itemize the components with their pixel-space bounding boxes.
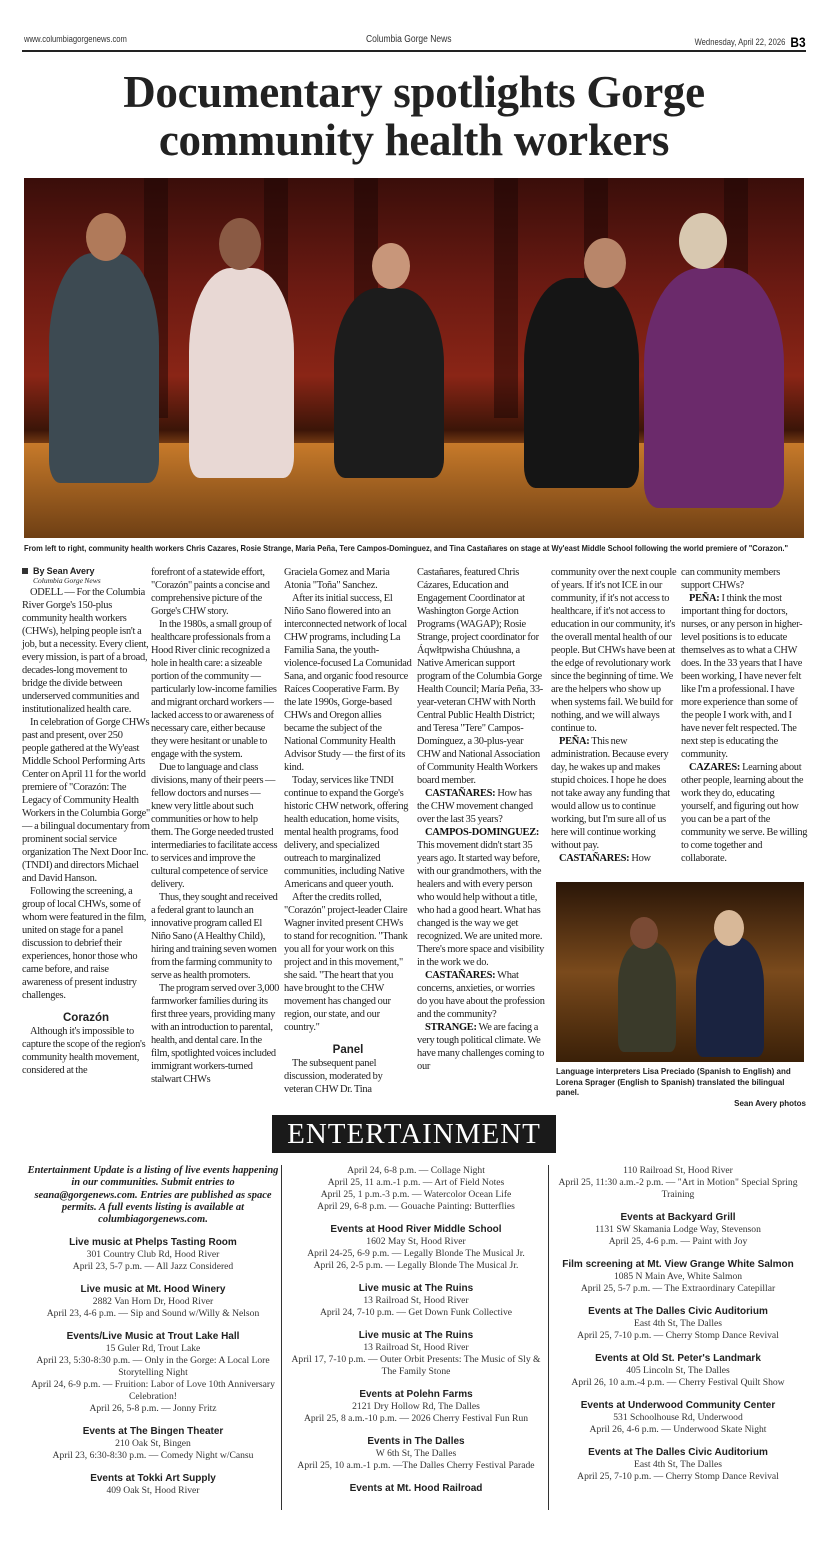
listing-column bbox=[553, 1165, 803, 1493]
venue-name: Live music at The Ruins bbox=[358, 1330, 474, 1341]
event-listing bbox=[26, 1472, 280, 1497]
venue-address: 13 Railroad St, Hood River bbox=[363, 1295, 469, 1306]
event-listing bbox=[26, 1425, 280, 1462]
caption-text: Language interpreters Lisa Preciado (Spanish to English) and Lorena Sprager (English to Spanish) translated the bilingual panel. bbox=[556, 1067, 791, 1097]
article-column bbox=[551, 566, 679, 865]
paragraph-text: can community members support CHWs? bbox=[681, 567, 780, 591]
event-listing bbox=[288, 1388, 544, 1425]
entertainment-intro: Entertainment Update is a listing of live events happening in our communities. Submit entries to seana@gorgenews.com. Entries are published as space permits. A full events listing is available at columbiagorgenews.com. bbox=[27, 1165, 279, 1226]
event-line: April 25, 8 a.m.-10 p.m. — 2026 Cherry Festival Fun Run bbox=[303, 1413, 529, 1424]
venue-address: 531 Schoolhouse Rd, Underwood bbox=[613, 1412, 743, 1423]
venue-name: Live music at Phelps Tasting Room bbox=[69, 1237, 237, 1249]
paragraph-text: This new administration. Because every day, he wakes up and makes stupid choices. I hope he does not take away any funding that would allow us to continue working, but I'm sure all of us here will continue working without pay. bbox=[551, 736, 670, 851]
paragraph bbox=[151, 761, 279, 891]
event-listing bbox=[553, 1258, 803, 1295]
event-line: April 24, 6-8 p.m. — Collage Night bbox=[347, 1165, 485, 1176]
paragraph-text: How bbox=[631, 853, 651, 864]
interpreters-photo bbox=[556, 882, 804, 1062]
event-listing bbox=[288, 1223, 544, 1272]
paragraph bbox=[284, 592, 412, 774]
paragraph-text: After the credits rolled, "Corazón" project-leader Claire Wagner invited present CHWs to stand for recognition. "Thank you all for your work on this project and in this movement," she said. "The heart that you have brought to the CHW movement has changed our region, our state, and our country." bbox=[284, 892, 408, 1033]
page-number: B3 bbox=[790, 34, 806, 50]
paragraph-text: I think the most important thing for doctors, nurses, or any person in higher-level positions is to educate themselves as to what a CHW does. In the 33 years that I have been working, I have never felt like I'm a professional. I have more experience than some of the people I work with, and I have never felt respected. The next step is educating the community. bbox=[681, 593, 803, 760]
speaker-label: CASTAÑARES: bbox=[425, 970, 496, 981]
header-rule bbox=[22, 50, 806, 52]
speaker-label: CAZARES: bbox=[689, 762, 741, 773]
paragraph bbox=[151, 566, 279, 618]
article-column bbox=[22, 566, 150, 1077]
venue-name: Events at Backyard Grill bbox=[620, 1212, 736, 1223]
venue-name: Events/Live Music at Trout Lake Hall bbox=[66, 1331, 240, 1343]
event-listing bbox=[553, 1305, 803, 1342]
byline-org: Columbia Gorge News bbox=[33, 576, 101, 585]
event-line: April 24, 6-9 p.m. — Fruition: Labor of Love 10th Anniversary Celebration! bbox=[31, 1379, 275, 1403]
headline: Documentary spotlights Gorge community health workers bbox=[123, 67, 705, 165]
event-listing bbox=[288, 1165, 544, 1213]
venue-name: Events at The Dalles Civic Auditorium bbox=[588, 1447, 768, 1458]
paragraph-text: After its initial success, El Niño Sano flowered into an interconnected network of local CHW programs, including La Familia Sana, the youth-violence-focused La Comunidad Sana, and organic food resource Raíces Cooperative Farm. By the late 1990s, Gorge-based CHWs and Oregon allies became the subject of the National Community Health Advisor Study — the first of its kind. bbox=[284, 593, 412, 773]
speaker-label: CASTAÑARES: bbox=[425, 788, 496, 799]
event-line: 110 Railroad St, Hood River bbox=[623, 1165, 733, 1176]
article-column bbox=[417, 566, 545, 1073]
event-line: April 25, 4-6 p.m. — Paint with Joy bbox=[608, 1236, 748, 1247]
venue-name: Events at Old St. Peter's Landmark bbox=[595, 1353, 761, 1364]
paragraph bbox=[551, 566, 679, 735]
venue-name: Events at Mt. Hood Railroad bbox=[349, 1483, 483, 1494]
speaker-label: CAMPOS-DOMINGUEZ: bbox=[425, 827, 540, 838]
paragraph-text: In the 1980s, a small group of healthcare professionals from a Hood River clinic recognized a hole in health care: a sizeable portion of the community — particularly low-income families and migrant orchard workers — lacked access to or awareness of necessary care, either because they were hesitant or unable to engage with the system. bbox=[151, 619, 277, 760]
paragraph-text: Due to language and class divisions, many of their peers — fellow doctors and nurses — knew very little about such communities or how to help them. The Gorge needed trusted intermediaries to facilitate access to services and improve the cultural competence of service delivery. bbox=[151, 762, 278, 890]
event-line: April 23, 5-7 p.m. — All Jazz Considered bbox=[72, 1261, 234, 1273]
event-line: April 25, 5-7 p.m. — The Extraordinary Catepillar bbox=[580, 1283, 776, 1294]
paragraph bbox=[22, 586, 150, 716]
event-listing bbox=[26, 1330, 280, 1415]
paragraph bbox=[22, 716, 150, 885]
venue-address: 1085 N Main Ave, White Salmon bbox=[613, 1271, 743, 1282]
entertainment-section-title: ENTERTAINMENT bbox=[272, 1115, 556, 1153]
event-line: April 23, 4-6 p.m. — Sip and Sound w/Willy & Nelson bbox=[46, 1308, 260, 1320]
paragraph bbox=[681, 592, 809, 761]
paragraph bbox=[151, 891, 279, 982]
venue-name: Film screening at Mt. View Grange White Salmon bbox=[562, 1259, 794, 1270]
paragraph bbox=[681, 761, 809, 865]
paragraph-text: The program served over 3,000 farmworker families during its first three years, providing many with an introduction to parental, health, and dental care. In the film, spotlighted voices included immigrant workers-turned stalwart CHWs bbox=[151, 983, 280, 1085]
paragraph-text: Following the screening, a group of local CHWs, some of whom were featured in the film, united on stage for a panel discussion to debrief their experiences, honor those who came before, and raise awareness of present industry challenges. bbox=[22, 886, 147, 1001]
paragraph-text: What concerns, anxieties, or worries do you have about the profession and the community? bbox=[417, 970, 545, 1020]
event-listing bbox=[553, 1352, 803, 1389]
venue-name: Events at Hood River Middle School bbox=[330, 1224, 502, 1235]
paragraph bbox=[417, 1021, 545, 1073]
event-line: April 24, 7-10 p.m. — Get Down Funk Collective bbox=[319, 1307, 513, 1318]
date-text: Wednesday, April 22, 2026 bbox=[694, 37, 786, 47]
paragraph-text: In celebration of Gorge CHWs past and present, over 250 people gathered at the Wy'east Middle School Performing Arts Center on April 11 for the world premiere of "Corazón: The Legacy of Community Health Workers in the Columbia Gorge" — a bilingual documentary from prominent social service organization The Next Door Inc. (TNDI) and directors Michael and David Hanson. bbox=[22, 717, 151, 884]
venue-address: East 4th St, The Dalles bbox=[633, 1459, 723, 1470]
paragraph-text: Although it's impossible to capture the scope of the region's community health movement, considered at the bbox=[22, 1026, 146, 1076]
paragraph bbox=[681, 566, 809, 592]
event-listing bbox=[288, 1482, 544, 1495]
speaker-label: CASTAÑARES: bbox=[559, 853, 630, 864]
paragraph bbox=[151, 618, 279, 761]
venue-address: 210 Oak St, Bingen bbox=[115, 1438, 191, 1450]
byline-marker-icon bbox=[22, 568, 28, 574]
paragraph bbox=[284, 1057, 412, 1096]
article-column bbox=[681, 566, 809, 865]
paragraph bbox=[417, 566, 545, 787]
interpreters-photo-caption bbox=[556, 1067, 806, 1109]
main-photo bbox=[24, 178, 804, 538]
paragraph-text: Thus, they sought and received a federal grant to launch an innovative program called El Niño Sano (A Healthy Child), hiring and training seven women from the farming community to serve as health promoters. bbox=[151, 892, 278, 981]
paragraph-text: Learning about other people, learning about the work they do, educating yourself, and figuring out how you can be a part of the community we serve. Be willing to come together and collaborate. bbox=[681, 762, 808, 864]
event-line: April 23, 6:30-8:30 p.m. — Comedy Night w/Cansu bbox=[52, 1450, 254, 1462]
article-column bbox=[151, 566, 279, 1086]
photo-credit: Sean Avery photos bbox=[734, 1098, 806, 1108]
paragraph bbox=[417, 787, 545, 826]
byline bbox=[22, 566, 150, 586]
event-listing bbox=[26, 1236, 280, 1273]
venue-name: Live music at Mt. Hood Winery bbox=[80, 1284, 226, 1296]
venue-name: Events in The Dalles bbox=[367, 1436, 465, 1447]
column-divider bbox=[548, 1165, 549, 1510]
paragraph-text: ODELL — For the Columbia River Gorge's 150-plus community health workers (CHWs), helping people isn't a job, but a necessity. Every client, every mission, is part of a broad, decades-long movement to bridge the divide between underserved communities and institutionalized health care. bbox=[22, 587, 149, 715]
venue-address: 1131 SW Skamania Lodge Way, Stevenson bbox=[595, 1224, 761, 1235]
issue-date bbox=[695, 34, 806, 50]
paragraph-text: We are facing a very tough political climate. We have many challenges coming to our bbox=[417, 1022, 545, 1072]
event-listing bbox=[288, 1329, 544, 1378]
event-line: April 23, 5:30-8:30 p.m. — Only in the Gorge: A Local Lore Storytelling Night bbox=[36, 1355, 270, 1379]
event-line: April 26, 5-8 p.m. — Jonny Fritz bbox=[89, 1403, 217, 1415]
venue-address: 2882 Van Horn Dr, Hood River bbox=[92, 1296, 214, 1308]
venue-name: Events at Underwood Community Center bbox=[580, 1400, 776, 1411]
event-listing bbox=[553, 1165, 803, 1201]
paragraph bbox=[151, 982, 279, 1086]
paragraph-text: Castañares, featured Chris Cázares, Education and Engagement Coordinator at Washington Gorge Action Programs (WAGAP); Rosie Strange, project coordinator for Áqwłtpwisha Chúushna, a Native American support program of the Columbia Gorge Health Council; María Peña, 33-year-veteran CHW with North Central Public Health District; and Teresa "Tere" Campos-Domínguez, a 30-plus-year CHW and National Association of Community Health Workers board member. bbox=[417, 567, 543, 786]
paragraph bbox=[284, 566, 412, 592]
publication-name: Columbia Gorge News bbox=[366, 34, 452, 45]
event-listing bbox=[288, 1282, 544, 1319]
paragraph-text: How has the CHW movement changed over the last 35 years? bbox=[417, 788, 533, 825]
speaker-label: PEÑA: bbox=[689, 593, 720, 604]
paragraph-text: The subsequent panel discussion, moderated by veteran CHW Dr. Tina bbox=[284, 1058, 383, 1095]
paragraph bbox=[551, 735, 679, 852]
venue-address: 301 Country Club Rd, Hood River bbox=[86, 1249, 220, 1261]
paragraph-text: Today, services like TNDI continue to expand the Gorge's historic CHW network, offering health education, home visits, mental health programs, food delivery, and specialized outreach to marginalized communities, including Native Americans and queer youth. bbox=[284, 775, 409, 890]
venue-address: 13 Railroad St, Hood River bbox=[363, 1342, 469, 1353]
venue-address: 2121 Dry Hollow Rd, The Dalles bbox=[352, 1401, 480, 1412]
paragraph bbox=[284, 891, 412, 1034]
byline-author: By Sean Avery bbox=[33, 566, 95, 576]
paragraph-text: This movement didn't start 35 years ago. It started way before, with our grandmothers, with the healers and with every person who would help without a title, who had a good heart. What has changed is the way we get recognized. We are united more. There's more space and visibility in the work we do. bbox=[417, 840, 545, 968]
paragraph-text: community over the next couple of years. If it's not ICE in our community, if it's not access to healthcare, if it's not access to education in our community, it's the overall mental health of our people. But CHWs have been at the edge of revolutionary work since the beginning of time. We are the helpers who show up when systems fail. We build for nothing, and we will always continue to. bbox=[551, 567, 677, 734]
venue-address: 405 Lincoln St, The Dalles bbox=[626, 1365, 730, 1376]
venue-address: East 4th St, The Dalles bbox=[633, 1318, 723, 1329]
paragraph bbox=[22, 1025, 150, 1077]
event-line: April 25, 11:30 a.m.-2 p.m. — "Art in Motion" Special Spring Training bbox=[558, 1177, 798, 1200]
paragraph bbox=[284, 774, 412, 891]
venue-address: 1602 May St, Hood River bbox=[366, 1236, 466, 1247]
subheading: Panel bbox=[332, 1044, 364, 1056]
venue-address: 15 Guler Rd, Trout Lake bbox=[105, 1343, 201, 1355]
main-photo-caption: From left to right, community health workers Chris Cazares, Rosie Strange, Maria Peña, Tere Campos-Dominguez, and Tina Castañares on stage at Wy'east Middle School following the world premiere of "Corazon." bbox=[24, 543, 789, 553]
venue-name: Live music at The Ruins bbox=[358, 1283, 474, 1294]
event-line: April 25, 7-10 p.m. — Cherry Stomp Dance Revival bbox=[577, 1330, 779, 1341]
event-line: April 26, 2-5 p.m. — Legally Blonde The Musical Jr. bbox=[313, 1260, 519, 1271]
event-listing bbox=[553, 1211, 803, 1248]
event-line: April 29, 6-8 p.m. — Gouache Painting: Butterflies bbox=[317, 1201, 515, 1212]
event-listing bbox=[288, 1435, 544, 1472]
listing-column bbox=[26, 1165, 280, 1507]
subheading: Corazón bbox=[63, 1012, 109, 1024]
venue-name: Events at The Dalles Civic Auditorium bbox=[588, 1306, 768, 1317]
speaker-label: PEÑA: bbox=[559, 736, 590, 747]
event-line: April 25, 1 p.m.-3 p.m. — Watercolor Ocean Life bbox=[320, 1189, 512, 1200]
article-column bbox=[284, 566, 412, 1096]
venue-name: Events at Polehn Farms bbox=[359, 1389, 473, 1400]
column-divider bbox=[281, 1165, 282, 1510]
venue-name: Events at The Bingen Theater bbox=[82, 1426, 224, 1438]
event-listing bbox=[553, 1399, 803, 1436]
venue-address: 409 Oak St, Hood River bbox=[106, 1485, 200, 1497]
event-line: April 25, 11 a.m.-1 p.m. — Art of Field Notes bbox=[327, 1177, 505, 1188]
paragraph bbox=[551, 852, 679, 865]
venue-name: Events at Tokki Art Supply bbox=[90, 1473, 216, 1485]
event-line: April 26, 10 a.m.-4 p.m. — Cherry Festival Quilt Show bbox=[571, 1377, 785, 1388]
event-listing bbox=[26, 1283, 280, 1320]
paragraph bbox=[22, 885, 150, 1002]
event-line: April 25, 10 a.m.-1 p.m. —The Dalles Cherry Festival Parade bbox=[297, 1460, 535, 1471]
paragraph bbox=[417, 969, 545, 1021]
event-line: April 25, 7-10 p.m. — Cherry Stomp Dance Revival bbox=[577, 1471, 779, 1482]
event-listing bbox=[553, 1446, 803, 1483]
website-url: www.columbiagorgenews.com bbox=[24, 34, 127, 44]
listing-column bbox=[288, 1165, 544, 1505]
event-line: April 17, 7-10 p.m. — Outer Orbit Presents: The Music of Sly & The Family Stone bbox=[291, 1354, 541, 1377]
event-line: April 26, 4-6 p.m. — Underwood Skate Night bbox=[589, 1424, 767, 1435]
venue-address: W 6th St, The Dalles bbox=[375, 1448, 457, 1459]
speaker-label: STRANGE: bbox=[425, 1022, 477, 1033]
paragraph bbox=[417, 826, 545, 969]
event-line: April 24-25, 6-9 p.m. — Legally Blonde The Musical Jr. bbox=[307, 1248, 525, 1259]
paragraph-text: Graciela Gomez and Maria Atonia "Toña" Sanchez. bbox=[284, 567, 390, 591]
paragraph-text: forefront of a statewide effort, "Corazón" paints a concise and comprehensive picture of the Gorge's CHW story. bbox=[151, 567, 270, 617]
